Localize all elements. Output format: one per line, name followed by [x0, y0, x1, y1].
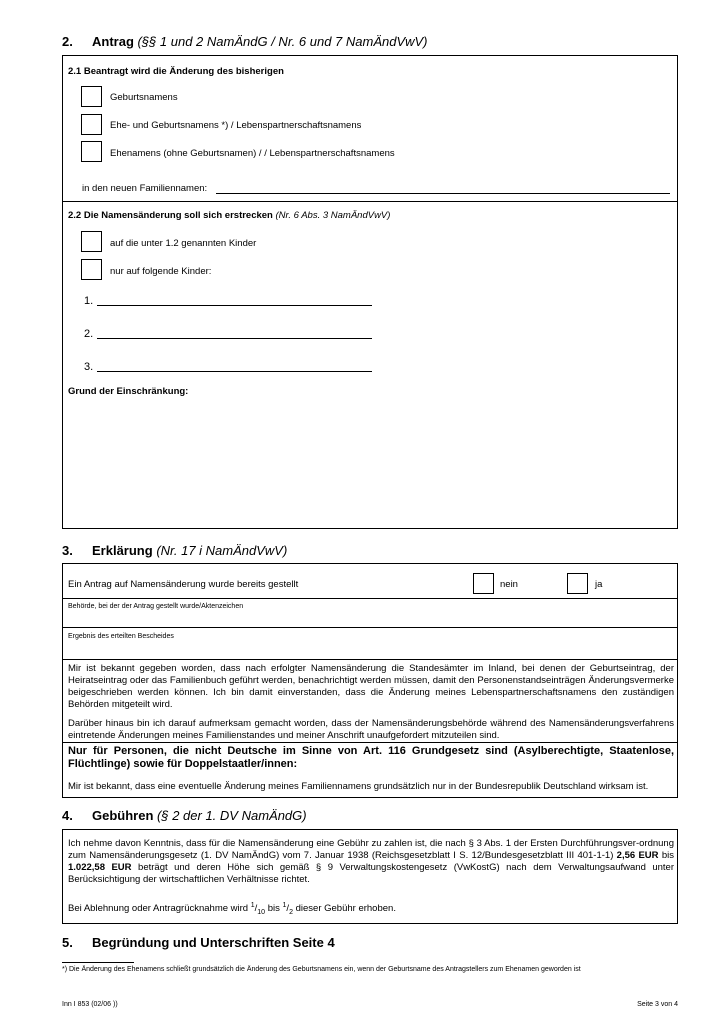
fee-min: 2,56 EUR — [616, 850, 659, 861]
page-number: Seite 3 von 4 — [637, 1001, 678, 1008]
child-2-number: 2. — [84, 328, 94, 340]
section-3-divider-1 — [62, 598, 678, 599]
checkbox-birth-name-label: Geburtsnamens — [110, 92, 178, 103]
footnote: *) Die Änderung des Ehenamens schließt grundsätzlich die Änderung des Geburtsnamens ein, wenn der Geburtsname des Antragstellers zum Ehenamen geworden ist — [62, 966, 581, 973]
section-2-divider — [62, 201, 678, 202]
section-number: 4. — [62, 808, 73, 823]
checkbox-marriage-birth-name[interactable] — [81, 114, 102, 135]
fraction-2-denominator: 2 — [289, 909, 293, 917]
checkbox-marriage-birth-name-label: Ehe- und Geburtsnamens *) / Lebenspartnerschaftsnamens — [110, 120, 362, 131]
child-1-number: 1. — [84, 295, 94, 307]
subsection-2-2-heading — [68, 210, 390, 221]
decision-result-label: Ergebnis des erteilten Bescheides — [68, 633, 174, 640]
section-3-divider-3 — [62, 659, 678, 660]
checkbox-following-children[interactable] — [81, 259, 102, 280]
section-title: Antrag — [92, 34, 134, 49]
section-number: 2. — [62, 34, 73, 49]
fee-text-a: Ich nehme davon Kenntnis, dass für die Namensänderung eine Gebühr zu zahlen ist, die nach § 3 Abs. 1 der Ersten Durchführungsver-ordnung zum Namensänderungsgesetz (1. DV NamÄndG) vom 7. Januar 1938 (Reichsgesetzblatt I S. 12/Bundesgesetzblatt III 401-1-1) — [68, 838, 674, 861]
fee-bis: bis — [661, 850, 674, 861]
checkbox-children-1-2[interactable] — [81, 231, 102, 252]
checkbox-prior-no-label: nein — [500, 579, 518, 590]
section-reference: (§ 2 der 1. DV NamÄndG) — [157, 808, 307, 823]
section-number: 3. — [62, 543, 73, 558]
rejection-bis: bis — [267, 903, 280, 915]
fee-paragraph — [68, 838, 674, 886]
checkbox-children-1-2-label: auf die unter 1.2 genannten Kinder — [110, 238, 257, 249]
subsection-2-2-reference: (Nr. 6 Abs. 3 NamÄndVwV) — [275, 210, 391, 221]
checkbox-birth-name[interactable] — [81, 86, 102, 107]
declaration-paragraph-2: Darüber hinaus bin ich darauf aufmerksam gemacht worden, dass der Namensänderungsbehörde während des Namensänderungsverfahrens eintretende Änderungen meines Familienstandes und meiner Anschrift unaufgefordert mitzuteilen sind. — [68, 718, 674, 741]
checkbox-following-children-label: nur auf folgende Kinder: — [110, 266, 212, 277]
section-2-heading — [62, 34, 428, 49]
section-3-divider-4 — [62, 742, 678, 743]
rejection-text-a: Bei Ablehnung oder Antragrücknahme wird — [68, 903, 249, 915]
child-2-input[interactable] — [97, 338, 372, 339]
section-title: Gebühren — [92, 808, 154, 823]
section-reference: (Nr. 17 i NamÄndVwV) — [156, 543, 288, 558]
child-3-input[interactable] — [97, 371, 372, 372]
form-number: Inn I 853 (02/06 )) — [62, 1001, 118, 1008]
fraction-2-numerator: 1 — [282, 902, 287, 909]
checkbox-prior-yes[interactable] — [567, 573, 588, 594]
section-3-divider-2 — [62, 627, 678, 628]
non-german-notice: Nur für Personen, die nicht Deutsche im Sinne von Art. 116 Grundgesetz sind (Asylberechtigte, Staatenlose, Flüchtlinge) sowie für Doppelstaatler/innen: — [68, 745, 674, 770]
subsection-2-2-label: 2.2 Die Namensänderung soll sich erstrecken — [68, 210, 273, 221]
fee-text-b: beträgt und deren Höhe sich gemäß § 9 Verwaltungskostengesetz (VwKostG) nach dem Verwaltungsaufwand unter Berücksichtigung der wirtschaftlichen Verhältnisse richtet. — [68, 862, 675, 885]
restriction-reason-label: Grund der Einschränkung: — [68, 386, 189, 397]
checkbox-marriage-name-label: Ehenamens (ohne Geburtsnamen) / / Lebenspartnerschaftsnamens — [110, 148, 395, 159]
non-german-paragraph: Mir ist bekannt, dass eine eventuelle Änderung meines Familiennamens grundsätzlich nur in der Bundesrepublik Deutschland wirksam ist. — [68, 781, 649, 792]
subsection-2-1-label: 2.1 Beantragt wird die Änderung des bisherigen — [68, 66, 284, 77]
fee-max: 1.022,58 EUR — [68, 862, 132, 873]
section-3-heading — [62, 543, 287, 558]
section-reference: (§§ 1 und 2 NamÄndG / Nr. 6 und 7 NamÄndVwV) — [137, 34, 428, 49]
authority-file-label: Behörde, bei der der Antrag gestellt wurde/Aktenzeichen — [68, 603, 244, 610]
rejection-text-b: dieser Gebühr erhoben. — [295, 903, 396, 915]
section-title: Erklärung — [92, 543, 153, 558]
decision-result-input[interactable] — [66, 642, 674, 658]
declaration-paragraph-1: Mir ist bekannt gegeben worden, dass nach erfolgter Namensänderung die Standesämter im Inland, bei denen der Geburtseintrag, der Heiratseintrag oder das Familienbuch geführt werden, benachrichtigt werden müssen, damit den Personenstandseinträgen Änderungsvermerke beigeschrieben werden können. Ich bin damit einverstanden, dass die Änderung meines Lebenspartnerschaftsnamens den zuständigen Behörden mitgeteilt wird. — [68, 663, 674, 710]
new-surname-label: in den neuen Familiennamen: — [82, 183, 208, 194]
rejection-fee-line: Bei Ablehnung oder Antragrücknahme wird $^1/_{10}$ bis $^1/_2$ dieser Gebühr erhoben. — [68, 902, 396, 917]
footnote-separator — [62, 962, 134, 963]
fraction-1-denominator: 10 — [257, 909, 266, 917]
section-title: Begründung und Unterschriften Seite 4 — [92, 935, 335, 950]
fraction-1-numerator: 1 — [250, 902, 255, 909]
checkbox-prior-yes-label: ja — [595, 579, 603, 590]
section-number: 5. — [62, 935, 73, 950]
prior-application-label: Ein Antrag auf Namensänderung wurde bereits gestellt — [68, 579, 299, 590]
checkbox-marriage-name[interactable] — [81, 141, 102, 162]
restriction-reason-field[interactable] — [66, 400, 674, 524]
authority-file-input[interactable] — [66, 612, 674, 626]
checkbox-prior-no[interactable] — [473, 573, 494, 594]
child-3-number: 3. — [84, 361, 94, 373]
section-4-heading — [62, 808, 307, 823]
child-1-input[interactable] — [97, 305, 372, 306]
section-5-heading — [62, 935, 335, 950]
new-surname-input[interactable] — [216, 193, 670, 194]
